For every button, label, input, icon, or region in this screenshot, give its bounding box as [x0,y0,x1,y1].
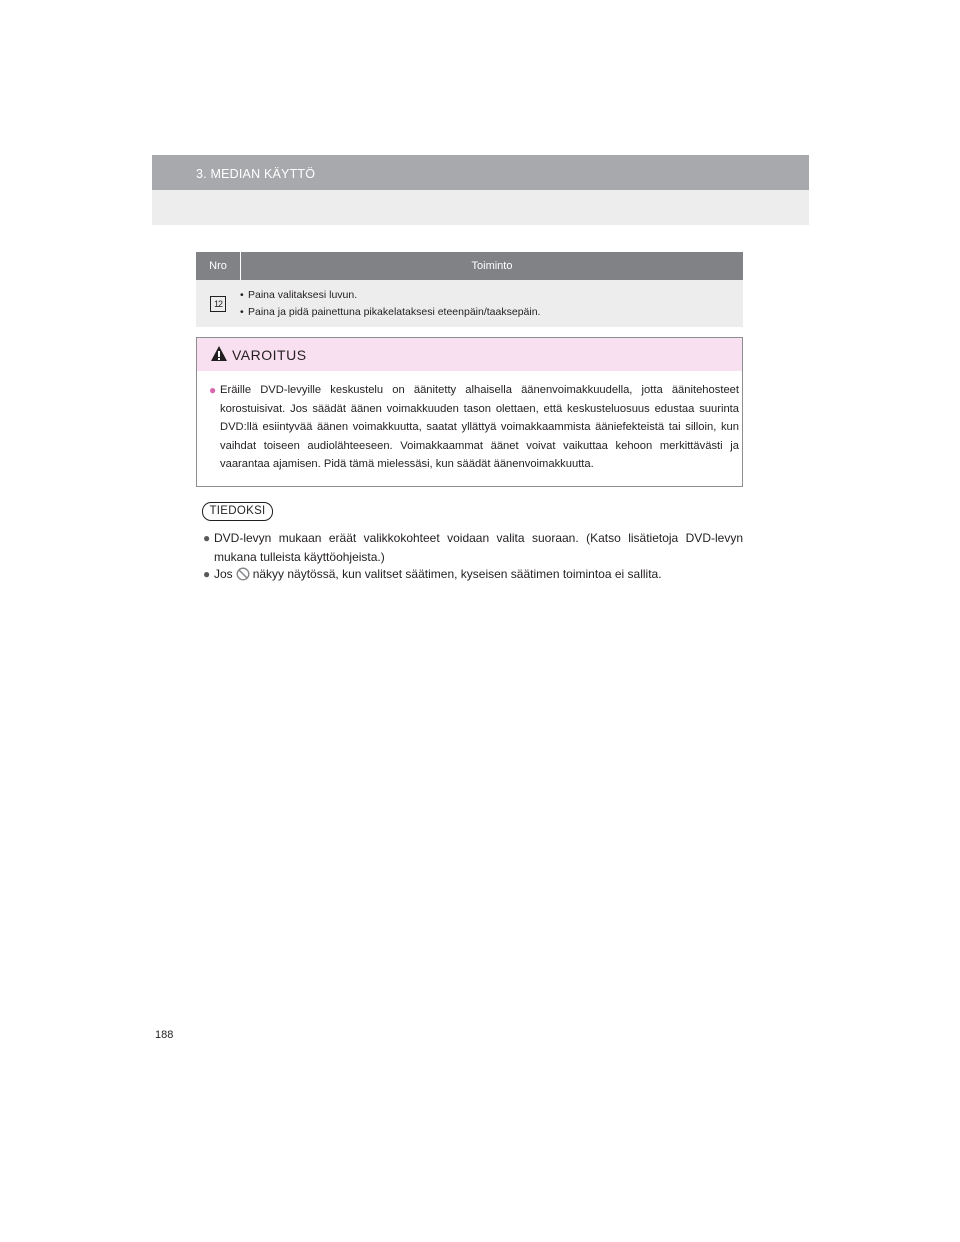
bullet-icon: • [240,306,244,318]
bullet-icon: ● [209,383,217,397]
warning-header [197,338,742,371]
note-text-after: näkyy näytössä, kun valitset säätimen, kyseisen säätimen toimintoa ei sallita. [252,567,662,581]
warning-body [209,381,739,474]
header-band [152,190,809,225]
function-table [196,252,743,327]
section-header [152,155,809,190]
bullet-icon: ● [203,567,211,581]
list-item [240,304,743,321]
row-function-cell [240,280,743,327]
bullet-icon: ● [203,531,211,545]
warning-title: VAROITUS [232,347,307,363]
page-number: 188 [155,1029,174,1041]
list-item-text: Paina ja pidä painettuna pikakelataksesi eteenpäin/taaksepäin. [248,306,541,318]
note-text: DVD-levyn mukaan eräät valikkokohteet voidaan valita suoraan. (Katso lisätietoja DVD-levyn mukana tulleista käyttöohjeista.) [214,531,743,564]
table-row [196,280,743,327]
row-number-cell [196,280,240,327]
warning-box [196,337,743,487]
list-item-text: Paina valitaksesi luvun. [248,289,358,301]
warning-triangle-icon [210,345,228,367]
table-header [196,252,743,280]
column-header-nro: Nro [196,252,241,280]
warning-text: Eräille DVD-levyille keskustelu on äänitetty alhaisella äänenvoimakkuudella, jotta äänitehosteet korostuisivat. Jos säädät äänen voimakkuuden tason olettaen, että keskusteluosuus edustaa suurinta DVD:llä esiintyvää äänen voimakkuutta, saatat yllättyä voimakkaammista ääniefekteistä tai silloin, kun vaihdat toiseen audiolähteeseen. Voimakkaammat äänet voivat vaikuttaa kehoon merkittävästi ja vaarantaa ajamisen. Pidä tämä mielessäsi, kun säädät äänenvoimakkuutta. [220,384,739,470]
bullet-icon: • [240,289,244,301]
note-text-with-icon [214,565,743,587]
column-header-toiminto: Toiminto [471,260,513,272]
list-item [240,287,743,304]
note-item [203,529,743,566]
section-title: 3. MEDIAN KÄYTTÖ [196,167,316,181]
note-text-before: Jos [214,567,233,581]
note-tag: TIEDOKSI [202,502,273,521]
note-item [203,565,743,587]
row-number-badge: 12 [210,296,226,312]
prohibited-icon [236,567,250,587]
